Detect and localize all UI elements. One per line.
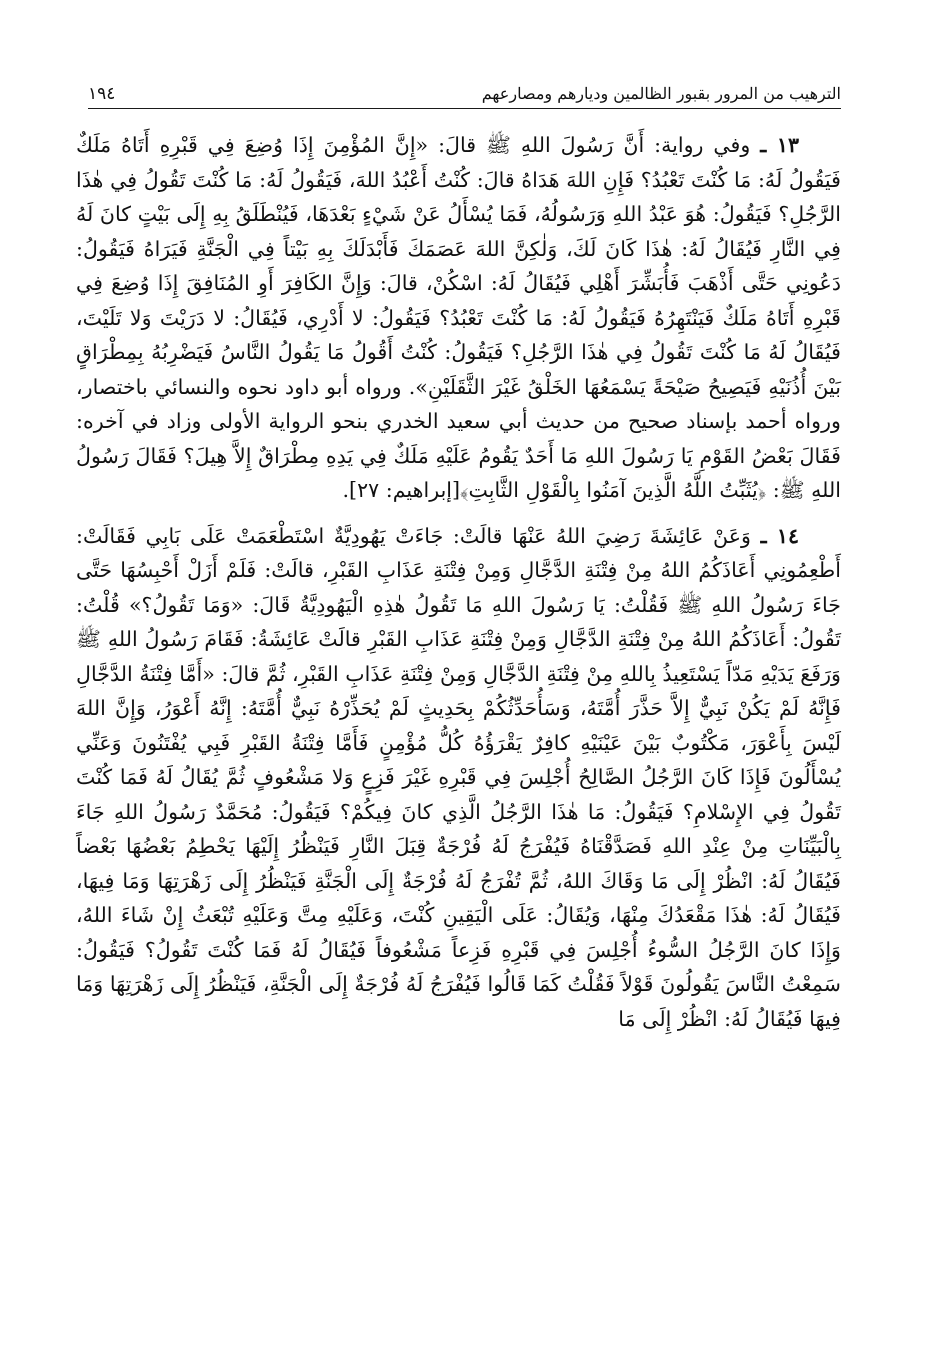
paragraph-text: وفي رواية: أَنَّ رَسُولَ اللهِ ﷺ قالَ: «إِنَّ المُؤْمِنَ إِذَا وُضِعَ فِي قَبْرِهِ أَتَاهُ مَلَكٌ فَيَقُولُ لَهُ: مَا كُنْتَ تَعْبُدُ؟ فَإِنِ اللهَ هَدَاهُ قالَ: كُنْتُ أَعْبُدُ اللهَ، فَيَقُولُ لَهُ: مَا كُنْتَ تَقُولُ فِي هٰذَا الرَّجُلِ؟ فَيَقُولُ: هُوَ عَبْدُ اللهِ وَرَسُولُهُ، فَمَا يُسْأَلُ عَنْ شَيْءٍ بَعْدَهَا، فَيُنْطَلَقُ بِهِ إِلَى بَيْتٍ كانَ لَهُ فِي النَّارِ فَيُقَالُ لَهُ: هٰذَا كَانَ لَكَ، وَلٰكِنَّ اللهَ عَصَمَكَ فَأَبْدَلَكَ بِهِ بَيْتاً فِي الْجَنَّةِ فَيَرَاهُ فَيَقُولُ: دَعُونِي حَتَّى أَذْهَبَ فَأُبَشِّرَ أَهْلِي فَيُقَالُ لَهُ: اسْكُنْ، قالَ: وَإِنَّ الكَافِرَ أَوِ المُنَافِقَ إِذَا وُضِعَ فِي قَبْرِهِ أَتَاهُ مَلَكٌ فَيَنْتَهِرُهُ فَيَقُولُ لَهُ: مَا كُنْتَ تَعْبُدُ؟ فَيَقُولُ: لا أَدْرِي، فَيُقَالُ: لا دَرَيْتَ وَلا تَلَيْتَ، فَيُقَالُ لَهُ مَا كُنْتَ تَقُولُ فِي هٰذَا الرَّجُلِ؟ فَيَقُولُ: كُنْتُ أَقُولُ مَا يَقُولُ النَّاسُ فَيَضْرِبُهُ بِمِطْرَاقٍ بَيْنَ أُذُنَيْهِ فَيَصِيحُ صَيْحَةً يَسْمَعُهَا الخَلْقُ غَيْرَ الثَّقَلَيْنِ». ورواه أبو داود نحوه والنسائي باختصار، ورواه أحمد بإسناد صحيح من حديث أبي سعيد الخدري بنحو الرواية الأولى وزاد في آخره: فَقَالَ بَعْضُ القَوْمِ يَا رَسُولَ اللهِ مَا أَحَدٌ يَقُومُ عَلَيْهِ مَلَكٌ فِي يَدِهِ مِطْرَاقٌ إِلاَّ هِيلَ؟ فَقَالَ رَسُولُ اللهِ ﷺ: ﴿يُثَبِّتُ اللَّهُ الَّذِينَ آمَنُوا بِالْقَوْلِ الثَّابِتِ﴾[إبراهيم: ٢٧].: [76, 133, 841, 502]
paragraph-13: [76, 128, 841, 508]
paragraph-text: وَعَنْ عَائِشَةَ رَضِيَ اللهُ عَنْهَا قالَتْ: جَاءَتْ يَهُودِيَّةٌ اسْتَطْعَمَتْ عَلَى بَابِي فَقَالَتْ: أَطْعِمُونِي أَعَاذَكُمُ اللهُ مِنْ فِتْنَةِ الدَّجَّالِ وَمِنْ فِتْنَةِ عَذَابِ القَبْرِ، قالَتْ: فَلَمْ أَزَلْ أَحْبِسُهَا حَتَّى جَاءَ رَسُولُ اللهِ ﷺ فَقُلْتُ: يَا رَسُولَ اللهِ مَا تَقُولُ هٰذِهِ الْيَهُودِيَّةُ قَالَ: «وَمَا تَقُولُ؟» قُلْتُ: تَقُولُ: أَعَاذَكُمُ اللهُ مِنْ فِتْنَةِ الدَّجَّالِ وَمِنْ فِتْنَةِ عَذَابِ القَبْرِ قالَتْ عَائِشَةُ: فَقَامَ رَسُولُ اللهِ ﷺ وَرَفَعَ يَدَيْهِ مَدّاً يَسْتَعِيذُ بِاللهِ مِنْ فِتْنَةِ الدَّجَّالِ وَمِنْ فِتْنَةِ عَذَابِ القَبْرِ، ثُمَّ قالَ: «أَمَّا فِتْنَةُ الدَّجَّالِ فَإِنَّهُ لَمْ يَكُنْ نَبِيٌّ إِلاَّ حَذَّرَ أُمَّتَهُ، وَسَأُحَدِّثُكُمْ بِحَدِيثٍ لَمْ يُحَذِّرْهُ نَبِيٌّ أُمَّتَهُ: إِنَّهُ أَعْوَرُ، وَإِنَّ اللهَ لَيْسَ بِأَعْوَرَ، مَكْتُوبٌ بَيْنَ عَيْنَيْهِ كافِرٌ يَقْرَؤُهُ كُلُّ مُؤْمِنٍ فَأَمَّا فِتْنَةُ القَبْرِ فَبِي يُفْتَنُونَ وَعَنِّي يُسْأَلُونَ فَإِذَا كَانَ الرَّجُلُ الصَّالِحُ أُجْلِسَ فِي قَبْرِهِ غَيْرَ فَزِعٍ وَلا مَشْعُوفٍ ثُمَّ يُقَالُ لَهُ فَمَا كُنْتَ تَقُولُ فِي الإِسْلامِ؟ فَيَقُولُ: مَا هٰذَا الرَّجُلُ الَّذِي كانَ فِيكُمْ؟ فَيَقُولُ: مُحَمَّدٌ رَسُولُ اللهِ جَاءَ بِالْبَيِّنَاتِ مِنْ عِنْدِ اللهِ فَصَدَّقْنَاهُ فَيُفْرَجُ لَهُ فُرْجَةٌ قِبَلَ النَّارِ فَيَنْظُرُ إِلَيْهَا يَحْطِمُ بَعْضُهَا بَعْضاً فَيُقَالُ لَهُ: انْظُرْ إِلَى مَا وَقَاكَ اللهُ، ثُمَّ تُفْرَجُ لَهُ فُرْجَةٌ إِلَى الْجَنَّةِ فَيَنْظُرُ إِلَى زَهْرَتِهَا وَمَا فِيهَا، فَيُقَالُ لَهُ: هٰذَا مَقْعَدُكَ مِنْهَا، وَيُقَالُ: عَلَى الْيَقِينِ كُنْتَ، وَعَلَيْهِ مِتَّ وَعَلَيْهِ تُبْعَثُ إِنْ شَاءَ اللهُ، وَإِذَا كانَ الرَّجُلُ السُّوءُ أُجْلِسَ فِي قَبْرِهِ فَزِعاً مَشْعُوفاً فَيُقَالُ لَهُ فَمَا كُنْتَ تَقُولُ؟ فَيَقُولُ: سَمِعْتُ النَّاسَ يَقُولُونَ قَوْلاً فَقُلْتُ كَمَا قَالُوا فَيُفْرَجُ لَهُ فُرْجَةٌ إِلَى الْجَنَّةِ، فَيَنْظُرُ إِلَى زَهْرَتِهَا وَمَا فِيهَا فَيُقَالُ لَهُ: انْظُرْ إِلَى مَا: [76, 523, 841, 1031]
paragraph-14: [76, 519, 841, 1037]
page-body: [76, 128, 841, 1036]
paragraph-number: ١٤ ـ: [760, 523, 800, 548]
page-number: ١٩٤: [88, 84, 116, 104]
paragraph-number: ١٣ ـ: [760, 133, 800, 157]
page-header: [88, 76, 841, 109]
running-title: الترهيب من المرور بقبور الظالمين وديارهم ومصارعهم: [481, 84, 841, 103]
